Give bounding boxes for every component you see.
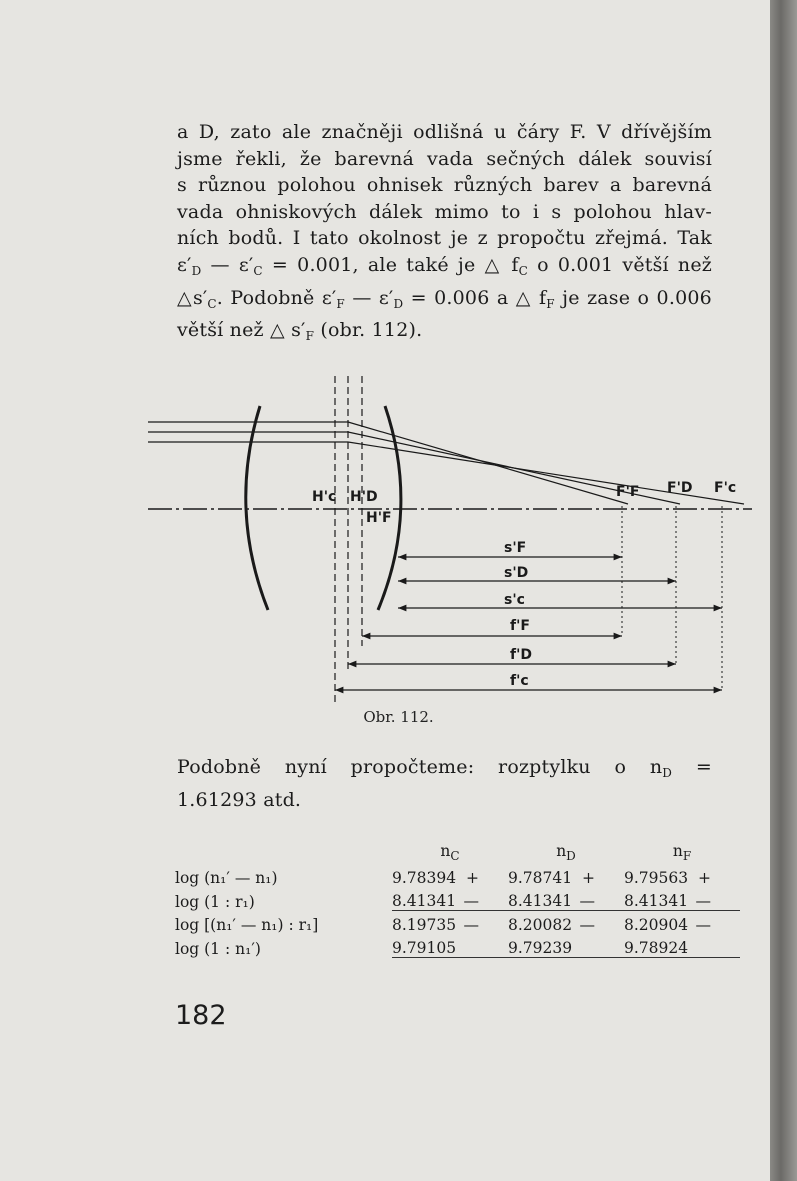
label-h-d: H'D: [350, 489, 378, 505]
column-header: $n_D$: [556, 842, 576, 863]
label-f-d: f'D: [510, 647, 532, 663]
label-focus-c: F'c: [714, 480, 737, 496]
text-line: ních bodů. I tato okolnost je z propočtu zřejmá. Tak: [177, 227, 712, 250]
text-line: 1.61293 atd.: [177, 788, 302, 811]
table-row: log (1 : n₁′) 9.79105 9.79239 9.78924: [175, 934, 740, 958]
label-focus-f: F'F: [616, 484, 640, 500]
text-line: jsme řekli, že barevná vada sečných dálek souvisí: [177, 147, 712, 170]
ray-out-f: [348, 422, 628, 504]
label-s-c: s'c: [504, 592, 525, 608]
table-row: log (1 : r₁) 8.41341 — 8.41341 — 8.41341 —: [175, 887, 740, 911]
text-line: s různou polohou ohnisek různých barev a barevná: [177, 174, 712, 197]
text-line-formula: $\triangle s'_C$. Podobně $\varepsilon'_F$ — $\varepsilon'_D = 0.006$ a △ $f_F$ je zase o 0.006: [177, 286, 712, 311]
page-edge-shadow: [770, 0, 797, 1181]
text-line-formula: $\varepsilon'_D$ — $\varepsilon'_C = 0.001$, ale také je △ $f_C$ o 0.001 větší než: [177, 253, 713, 278]
lens-diagram: [140, 368, 755, 713]
table-row: log (n₁′ — n₁) 9.78394 + 9.78741 + 9.79563 +: [175, 869, 712, 887]
table-row: log [(n₁′ — n₁) : r₁] 8.19735 — 8.20082 — 8.20904 —: [175, 916, 712, 934]
label-h-f: H'F: [366, 510, 392, 526]
text-line: a D, zato ale značněji odlišná u čáry F. V dřívějším: [177, 121, 712, 143]
label-h-c: H'c: [312, 489, 337, 505]
paragraph-2: [177, 754, 712, 813]
column-header: $n_C$: [440, 842, 460, 863]
label-f-c: f'c: [510, 673, 529, 689]
calculation-table: [175, 832, 740, 958]
label-focus-d: F'D: [667, 480, 693, 496]
table-header-row: [175, 832, 740, 864]
text-line: vada ohniskových dálek mimo to i s polohou hlav-: [177, 200, 712, 223]
text-line: Podobně nyní propočteme: rozptylku o $n_D$ =: [177, 756, 712, 780]
label-s-d: s'D: [504, 565, 529, 581]
paragraph-1: [177, 119, 712, 350]
figure-caption: Obr. 112.: [363, 708, 434, 726]
page-number: 182: [175, 1000, 227, 1031]
label-s-f: s'F: [504, 540, 527, 556]
lens-front-surface: [246, 406, 268, 610]
column-header: $n_F$: [672, 842, 692, 863]
text-line-formula: větší než △ $s'_F$ (obr. 112).: [177, 319, 423, 344]
label-f-f: f'F: [510, 618, 530, 634]
